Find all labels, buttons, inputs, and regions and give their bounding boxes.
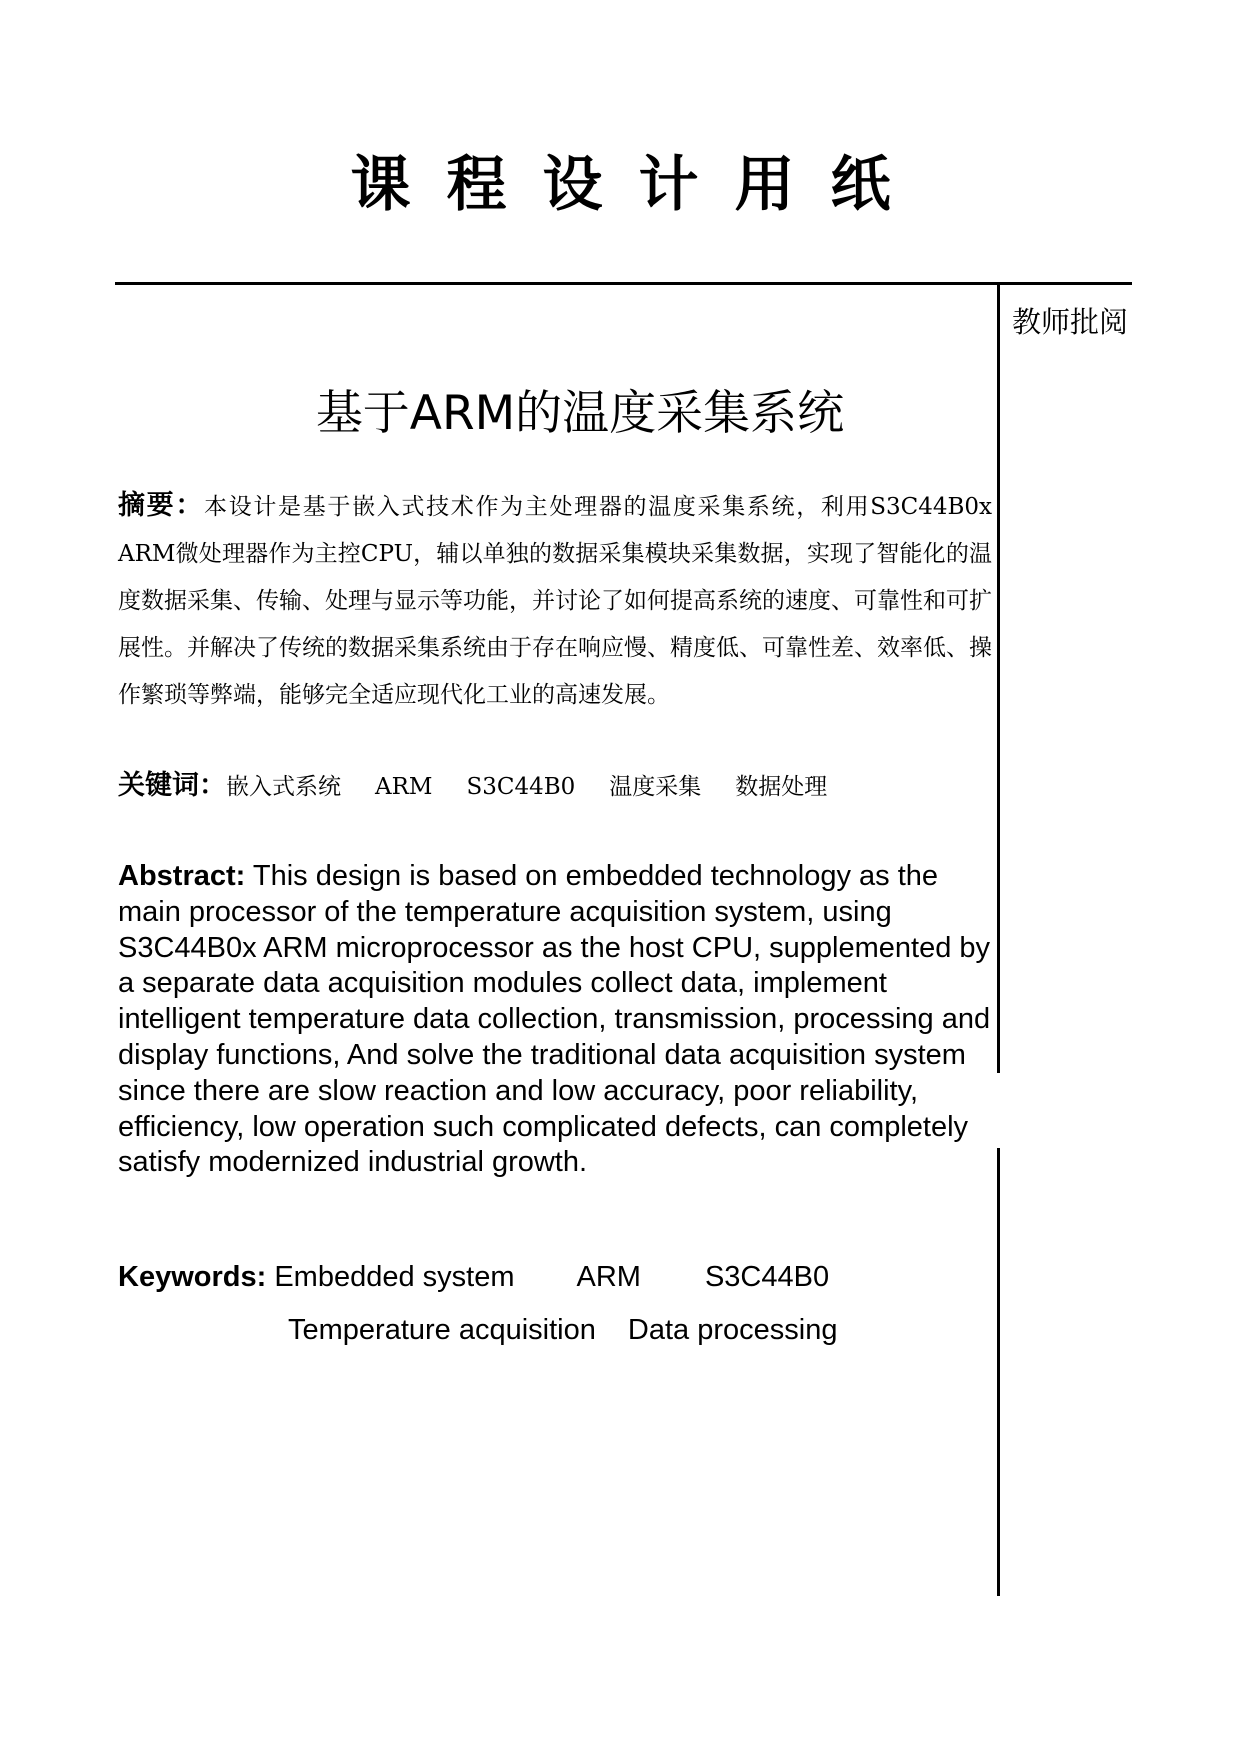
english-keywords-line-1 <box>118 1251 1003 1304</box>
english-keywords <box>118 1251 1003 1357</box>
chinese-keyword: S3C44B0 <box>466 774 576 800</box>
chinese-keyword: 数据处理 <box>735 774 828 800</box>
english-keyword: Embedded system <box>274 1261 515 1293</box>
english-keywords-line-2 <box>118 1304 1003 1357</box>
chinese-abstract <box>118 482 992 719</box>
header-rule <box>115 282 1132 285</box>
chinese-keyword: 嵌入式系统 <box>226 774 341 800</box>
english-keyword: ARM <box>576 1261 641 1293</box>
document-title: 基于ARM的温度采集系统 <box>315 386 845 441</box>
english-keywords-label: Keywords: <box>118 1261 267 1293</box>
chinese-keyword: ARM <box>375 774 433 800</box>
margin-divider-lower <box>997 1148 1000 1596</box>
english-keyword: Temperature acquisition <box>288 1314 596 1346</box>
chinese-keyword: 温度采集 <box>609 774 702 800</box>
english-keyword: Data processing <box>627 1314 838 1346</box>
english-keyword: S3C44B0 <box>704 1261 830 1293</box>
page-header-title: 课程设计用纸 <box>350 150 927 220</box>
english-abstract-text: This design is based on embedded technology as the main processor of the temperature acquisition system, using S3C44B0x ARM microprocessor as the host CPU, supplemented by a separate data acquisition modules collect data, implement intelligent temperature data collection, transmission, processing and display functions, And solve the traditional data acquisition system since there are slow reaction and low accuracy, poor reliability, efficiency, low operation such complicated defects, can completely satisfy modernized industrial growth. <box>118 860 991 1179</box>
english-abstract-label: Abstract: <box>118 860 246 892</box>
chinese-abstract-label: 摘要： <box>118 490 205 521</box>
chinese-keywords-label: 关键词： <box>118 770 226 801</box>
chinese-keywords <box>118 766 992 807</box>
teacher-review-label: 教师批阅 <box>1012 305 1129 339</box>
english-abstract <box>118 859 1003 1181</box>
chinese-abstract-text: 本设计是基于嵌入式技术作为主处理器的温度采集系统，利用S3C44B0x ARM微处理器作为主控CPU，辅以单独的数据采集模块采集数据，实现了智能化的温度数据采集、传输、处理与显示等功能，并讨论了如何提高系统的速度、可靠性和可扩展性。并解决了传统的数据采集系统由于存在响应慢、精度低、可靠性差、效率低、操作繁琐等弊端，能够完全适应现代化工业的高速发展。 <box>118 494 993 708</box>
